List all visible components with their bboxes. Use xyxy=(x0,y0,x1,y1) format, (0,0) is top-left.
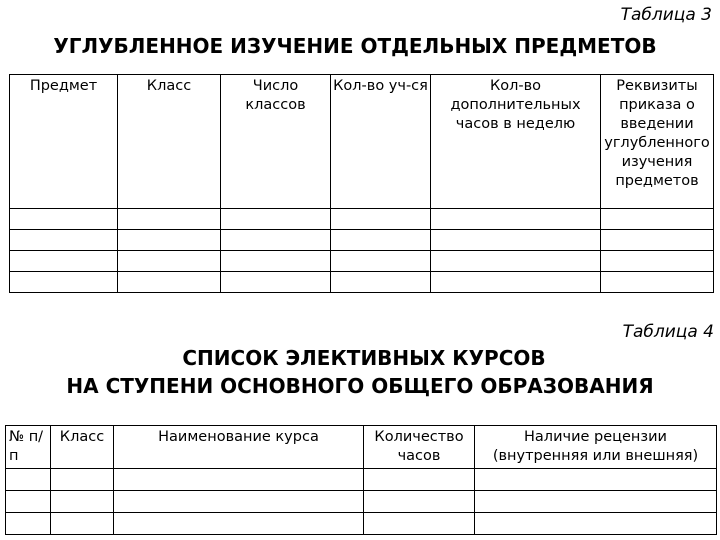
table-cell[interactable] xyxy=(118,209,221,230)
table4-header-hours: Количество часов xyxy=(364,426,475,469)
table-cell[interactable] xyxy=(431,272,601,293)
table3-header-grade: Класс xyxy=(118,75,221,209)
table3-header-subject: Предмет xyxy=(10,75,118,209)
table-cell[interactable] xyxy=(10,251,118,272)
table-cell[interactable] xyxy=(118,230,221,251)
table-cell[interactable] xyxy=(221,209,331,230)
table-cell[interactable] xyxy=(6,513,51,535)
table-cell[interactable] xyxy=(10,230,118,251)
table-cell[interactable] xyxy=(364,491,475,513)
table-cell[interactable] xyxy=(601,251,714,272)
table4-title-line1: СПИСОК ЭЛЕКТИВНЫХ КУРСОВ xyxy=(182,346,546,370)
table-cell[interactable] xyxy=(6,491,51,513)
table3-title: УГЛУБЛЕННОЕ ИЗУЧЕНИЕ ОТДЕЛЬНЫХ ПРЕДМЕТОВ xyxy=(53,34,657,58)
table4-header-course-name: Наименование курса xyxy=(114,426,364,469)
table-cell[interactable] xyxy=(221,251,331,272)
table-row xyxy=(6,491,717,513)
table4-header-review: Наличие рецензии (внутренняя или внешняя) xyxy=(475,426,717,469)
table4-caption: Таблица 4 xyxy=(622,322,714,342)
table-cell[interactable] xyxy=(601,230,714,251)
table-row xyxy=(6,469,717,491)
table3-header-class-count: Число классов xyxy=(221,75,331,209)
table-cell[interactable] xyxy=(331,251,431,272)
table3 xyxy=(9,74,714,293)
table-cell[interactable] xyxy=(331,272,431,293)
table-cell[interactable] xyxy=(431,251,601,272)
table-cell[interactable] xyxy=(51,469,114,491)
table4-title-line2: НА СТУПЕНИ ОСНОВНОГО ОБЩЕГО ОБРАЗОВАНИЯ xyxy=(66,374,654,398)
table-cell[interactable] xyxy=(6,469,51,491)
table-cell[interactable] xyxy=(114,513,364,535)
table-row xyxy=(10,272,714,293)
table3-caption: Таблица 3 xyxy=(620,5,712,25)
table3-header-order-details: Реквизиты приказа о введении углубленного изучения предметов xyxy=(601,75,714,209)
table-cell[interactable] xyxy=(221,272,331,293)
table-cell[interactable] xyxy=(431,209,601,230)
table-cell[interactable] xyxy=(114,469,364,491)
table-cell[interactable] xyxy=(601,209,714,230)
table-cell[interactable] xyxy=(114,491,364,513)
table-cell[interactable] xyxy=(475,513,717,535)
table-cell[interactable] xyxy=(10,272,118,293)
table-cell[interactable] xyxy=(601,272,714,293)
table3-header-student-count: Кол-во уч-ся xyxy=(331,75,431,209)
table-row xyxy=(10,230,714,251)
table4 xyxy=(5,425,717,535)
table-cell[interactable] xyxy=(51,491,114,513)
table3-header-extra-hours: Кол-во дополнительных часов в неделю xyxy=(431,75,601,209)
table-cell[interactable] xyxy=(221,230,331,251)
table-cell[interactable] xyxy=(51,513,114,535)
table-cell[interactable] xyxy=(331,209,431,230)
table-cell[interactable] xyxy=(364,469,475,491)
table-row xyxy=(10,251,714,272)
table-cell[interactable] xyxy=(364,513,475,535)
table-cell[interactable] xyxy=(118,251,221,272)
table-cell[interactable] xyxy=(331,230,431,251)
table4-header-number: № п/п xyxy=(6,426,51,469)
table-row xyxy=(10,209,714,230)
table-row xyxy=(6,513,717,535)
table-cell[interactable] xyxy=(10,209,118,230)
table-cell[interactable] xyxy=(118,272,221,293)
table4-header-grade: Класс xyxy=(51,426,114,469)
table-cell[interactable] xyxy=(431,230,601,251)
table-cell[interactable] xyxy=(475,491,717,513)
table-cell[interactable] xyxy=(475,469,717,491)
